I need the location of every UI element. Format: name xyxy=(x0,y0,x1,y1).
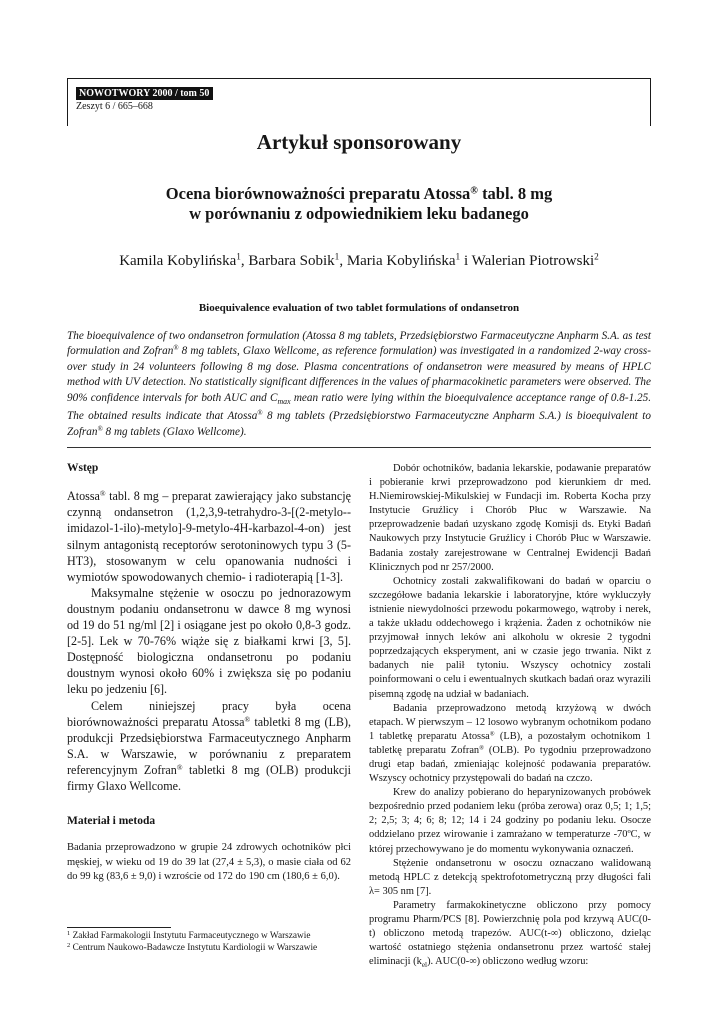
abstract-text: 8 mg tablets (Przedsiębiorstwo Farmaceutyczne Anpharm S.A.) is bioequivalent to Zofran xyxy=(67,410,651,438)
paragraph-text: (LB), a pozostałym ochotnikom 1 tabletkę preparatu Zofran xyxy=(369,730,651,756)
paragraph: Ochotnicy zostali zakwalifikowani do badań w oparciu o szczegółowe badania lekarskie i laboratoryjne, które wykluczyły istnienie niewydolności przewodu pokarmowego, wątroby i nerek, a także układu oddechowego i krążenia. Żaden z ochotników nie przyjmował innych leków ani alkoholu w okresie 2 tygodni poprzedzających eksperyment, ani w czasie jego trwania. Nikt z badanych nie palił tytoniu. Wszyscy ochotnicy zostali poinformowani o celu i ewentualnych skutkach badań oraz wyrazili pisemną zgodę na udział w badaniach. xyxy=(369,575,651,700)
subscript: max xyxy=(277,396,291,406)
title-line1-part: Ocena biorównoważności preparatu Atossa xyxy=(165,184,471,203)
paragraph-text: Badania przeprowadzono metodą krzyżową w dwóch etapach. W pierwszym – 12 losowo wybranym ochotnikom podano 1 tabletkę preparatu Atossa xyxy=(369,702,651,742)
introduction-body xyxy=(67,488,351,794)
title-line1-part: tabl. 8 mg xyxy=(477,184,553,203)
footnote-mark: 2 xyxy=(67,942,71,950)
registered-mark: ® xyxy=(176,762,183,772)
paragraph-text: tabletki 8 mg (OLB) produkcji firmy Glaxo Wellcome. xyxy=(67,762,352,793)
paragraph-text: Parametry farmakokinetyczne obliczono przy pomocy programu Pharm/PCS [8]. Powierzchnię pola pod krzywą AUC(0-t) obliczono metodą trapezów. AUC(t-∞) obliczono, dzieląc wartość ostatniego stężenia ondansetronu przez wartość stałej eliminacji (k xyxy=(369,899,651,968)
title-line2: w porównaniu z odpowiednikiem leku badanego xyxy=(189,204,529,223)
paragraph-text: tabl. 8 mg – preparat zawierający jako substancję czynną ondansetron (1,2,3,9-tetrahydro-3-[(2-metylo--imidazol-1-ilo)-metylo]-9-metylo-4H-karbazol-4-on) jest silnym antagonistą receptorów serotoninowych typu 3 (5-HT3), stosowanym w celu opanowania nudności i wymiotów spowodowanych chemio- i radioterapią [1-3]. xyxy=(67,489,351,584)
affiliation-mark: 2 xyxy=(594,252,599,263)
author-name: Maria Kobylińska xyxy=(346,253,456,269)
footnote-mark: 1 xyxy=(67,930,71,938)
author-separator: , xyxy=(240,253,249,269)
paragraph: Krew do analizy pobierano do heparynizowanych probówek bezpośrednio przed podaniem leku (próba zerowa) oraz 0,5; 1; 1,5; 2; 2,5; 3; 4; 6; 8; 12; 14 i 24 godziny po podaniu leku. Osocze oddzielano przez wirowanie i zamrażano w temperaturze -70ºC, w której przechowywano je do momentu wykonywania oznaczeń. xyxy=(369,787,651,855)
subscript: el xyxy=(421,961,428,970)
registered-mark: ® xyxy=(489,730,495,738)
author-name: Walerian Piotrowski xyxy=(471,253,595,269)
section-label: Artykuł sponsorowany xyxy=(256,130,462,154)
abstract-text: 8 mg tablets (Glaxo Wellcome). xyxy=(102,425,247,438)
registered-mark: ® xyxy=(244,714,251,724)
journal-issue: Zeszyt 6 / 665–668 xyxy=(76,101,153,112)
heading-introduction: Wstęp xyxy=(67,462,99,474)
footnotes xyxy=(67,930,351,954)
paragraph-text: Celem niniejszej pracy była ocena biorównoważności preparatu Atossa xyxy=(67,698,351,729)
paragraph xyxy=(67,698,351,795)
registered-mark: ® xyxy=(479,744,485,752)
english-title: Bioequivalence evaluation of two tablet formulations of ondansetron xyxy=(198,302,520,314)
paragraph: Maksymalne stężenie w osoczu po jednorazowym doustnym podaniu ondansetronu w dawce 8 mg wynosi od 19 do 51 ng/ml [2] i osiągane jest po około 0,8-3 godz. [2-5]. Lek w 70-76% wiąże się z białkami krwi [3, 5]. Dostępność biologiczna ondansetronu po podaniu doustnym wynosi około 60% i zwiększa się po podaniu leku po jedzeniu [6]. xyxy=(67,585,351,697)
registered-mark: ® xyxy=(173,344,179,353)
paragraph xyxy=(369,702,651,787)
left-column xyxy=(67,461,351,884)
author-name: Kamila Kobylińska xyxy=(119,253,237,269)
footnote xyxy=(67,942,351,954)
journal-header-box xyxy=(67,78,651,126)
author-separator: i xyxy=(460,253,472,269)
paragraph-text: Atossa xyxy=(67,489,100,504)
abstract-text: mean ratio were lying within the bioequivalence acceptance range of 0.8-1.25. The obtained results indicate that Atossa xyxy=(67,391,651,423)
paragraph xyxy=(369,899,651,973)
footnote xyxy=(67,930,351,942)
paragraph: Dobór ochotników, badania lekarskie, podawanie preparatów i pobieranie krwi przeprowadzono pod kierunkiem dr med. H.Niemirowskiej-Mikulskiej w Fundacji im. Roberta Kocha przy Instytucie Gruźlicy i Chorób Płuc w Warszawie. Na przeprowadzenie badań uzyskano zgodę Komisji ds. Etyki Badań Naukowych przy Instytucie Gruźlicy i Chorób Płuc w Warszawie. Badania zostały zarejestrowane w Centralnej Ewidencji Badań Klinicznych pod nr 257/2000. xyxy=(369,463,651,573)
author-name: Barbara Sobik xyxy=(248,253,335,269)
right-column xyxy=(369,462,651,972)
affiliation-mark: 1 xyxy=(334,252,340,263)
abstract-text: The bioequivalence of two ondansetron formulation (Atossa 8 mg tablets, Przedsiębiorstwo Farmaceutyczne Anpharm S.A. as test formulation and Zofran xyxy=(67,330,651,358)
paragraph-text: tabletki 8 mg (LB), produkcji Przedsiębiorstwa Farmaceutycznego Anpharm S.A. w Warszawie, w porównaniu z preparatem referencyjnym Zofran xyxy=(67,714,351,777)
article-title xyxy=(0,184,718,224)
registered-mark: ® xyxy=(257,409,263,418)
heading-methods: Materiał i metoda xyxy=(67,815,156,828)
paragraph-text: ). AUC(0-∞) obliczono według wzoru: xyxy=(427,956,589,968)
registered-mark: ® xyxy=(470,185,478,197)
author-list xyxy=(0,252,718,270)
registered-mark: ® xyxy=(97,424,103,433)
footnote-divider xyxy=(67,927,171,928)
affiliation-mark: 1 xyxy=(455,252,461,263)
registered-mark: ® xyxy=(99,489,106,499)
paragraph-text: (OLB). Po tygodniu przeprowadzono drugi etap badań, zmieniając kolejność podawania preparatów. Wszyscy ochotnicy przystępowali do badań na czczo. xyxy=(369,744,651,785)
abstract xyxy=(67,329,651,440)
author-separator: , xyxy=(339,253,347,269)
footnote-text: Zakład Farmakologii Instytutu Farmaceutycznego w Warszawie xyxy=(70,931,311,941)
abstract-text: 8 mg tablets, Glaxo Wellcome, as reference formulation) was investigated in a randomized 2-way cross-over study in 24 volunteers following 8 mg dose. Plasma concentrations of ondansetron were measured by means of HPLC method with UV detection. No statistically significant differences in the values of pharmacokinetic parameters were observed. The 90% confidence intervals for both AUC and C xyxy=(67,345,651,404)
affiliation-mark: 1 xyxy=(236,252,241,263)
section-divider xyxy=(67,447,651,448)
footnote-text: Centrum Naukowo-Badawcze Instytutu Kardiologii w Warszawie xyxy=(70,943,318,954)
paragraph: Stężenie ondansetronu w osoczu oznaczano walidowaną metodą HPLC z detekcją spektrofotometryczną przy długości fali λ= 305 nm [7]. xyxy=(369,857,651,897)
paragraph xyxy=(67,488,351,585)
journal-name-badge: NOWOTWORY 2000 / tom 50 xyxy=(76,87,213,100)
paragraph: Badania przeprowadzono w grupie 24 zdrowych ochotników płci męskiej, w wieku od 19 do 39 lat (27,4 ± 5,3), o masie ciała od 62 do 99 kg (83,6 ± 9,0) i wzroście od 172 do 190 cm (180,6 ± 6,0). xyxy=(67,842,351,882)
